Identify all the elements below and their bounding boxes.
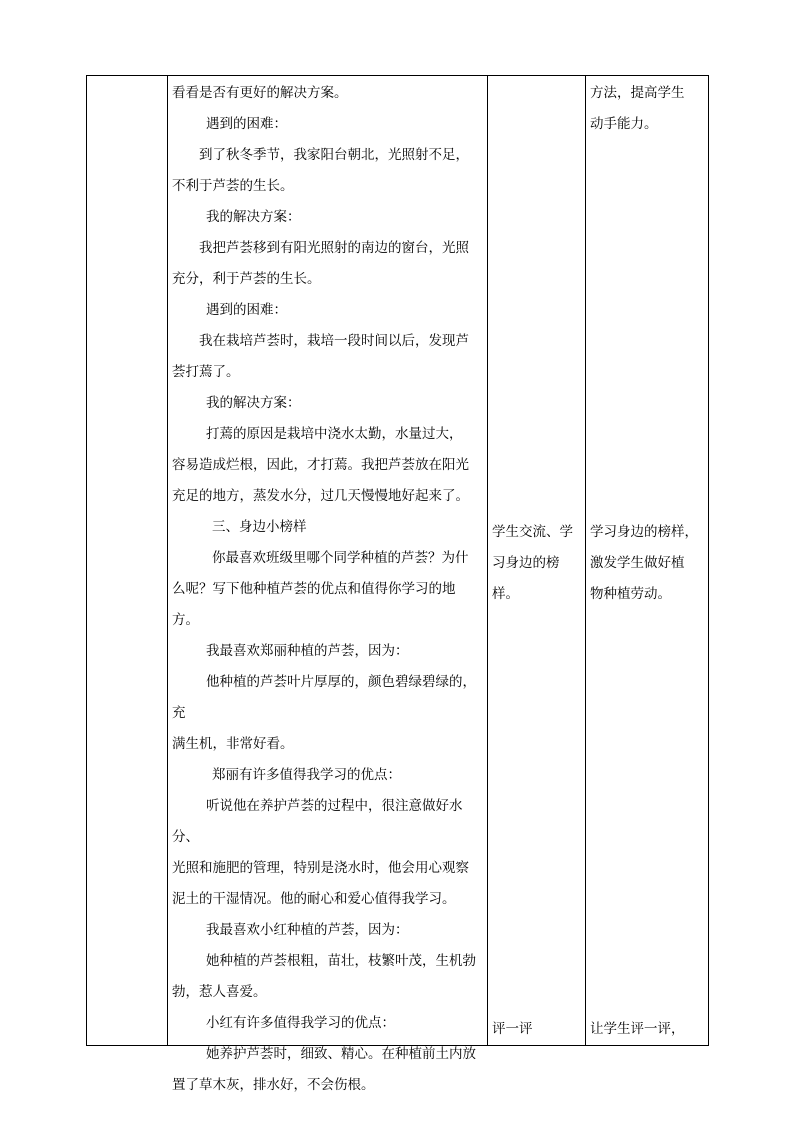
text-line: 勃，惹人喜爱。 [172,984,267,1000]
text-line: 容易造成烂根，因此，才打蔫。我把芦荟放在阳光 [172,457,469,473]
text-line: 三、身边小榜样 [212,519,307,535]
text-line: 郑丽有许多值得我学习的优点： [212,767,401,783]
design-intent-evaluate: 让学生评一评， [590,1021,685,1037]
text-line: 我最喜欢郑丽种植的芦荟，因为： [206,643,409,659]
text-line: 么呢？写下他种植芦荟的优点和值得你学习的地 [172,581,456,597]
text-line: 我在栽培芦荟时，栽培一段时间以后，发现芦 [199,333,469,349]
text-line: 不利于芦荟的生长。 [172,178,294,194]
design-intent-method: 方法，提高学生 动手能力。 [590,85,685,132]
lesson-plan-table [86,75,709,1093]
text-line: 她养护芦荟时，细致、精心。在种植前土内放 [206,1046,476,1062]
student-activity-evaluate: 评一评 [492,1021,533,1037]
text-line: 满生机，非常好看。 [172,736,294,752]
text-line: 到了秋冬季节，我家阳台朝北，光照射不足， [199,147,469,163]
student-activity-exchange: 学生交流、学 习身边的榜样。 [492,524,573,602]
text-line: 遇到的困难： [206,302,287,318]
text-line: 泥土的干湿情况。他的耐心和爱心值得我学习。 [172,891,456,907]
text-line: 充分，利于芦荟的生长。 [172,271,321,287]
text-line: 看看是否有更好的解决方案。 [172,85,348,101]
text-line: 听说他在养护芦荟的过程中，很注意做好水分、 [172,798,463,845]
text-line: 荟打蔫了。 [172,364,240,380]
text-line: 方。 [172,612,199,628]
text-line: 我的解决方案： [206,395,301,411]
text-line: 他种植的芦荟叶片厚厚的，颜色碧绿碧绿的，充 [172,674,476,721]
text-line: 你最喜欢班级里哪个同学种植的芦荟？为什 [212,550,469,566]
text-line: 小红有许多值得我学习的优点： [206,1015,395,1031]
text-line: 我把芦荟移到有阳光照射的南边的窗台，光照 [199,240,469,256]
text-line: 我最喜欢小红种植的芦荟，因为： [206,922,409,938]
design-intent-role-model: 学习身边的榜样， 激发学生做好植 物种植劳动。 [590,524,698,602]
student-activity-cell [488,76,586,1046]
teaching-process-text [168,76,487,1093]
text-line: 我的解决方案： [206,209,301,225]
text-line: 打蔫的原因是栽培中浇水太勤，水量过大， [206,426,463,442]
teaching-process-cell [168,76,488,1093]
table-row [87,76,709,1046]
text-line: 置了草木灰，排水好，不会伤根。 [172,1077,375,1093]
text-line: 充足的地方，蒸发水分，过几天慢慢地好起来了。 [172,488,469,504]
text-line: 她种植的芦荟根粗，苗壮，枝繁叶茂，生机勃 [206,953,476,969]
design-intent-cell [586,76,709,1046]
text-line: 遇到的困难： [206,116,287,132]
text-line: 光照和施肥的管理，特别是浇水时，他会用心观察 [172,860,469,876]
blank-column-cell [87,76,168,1046]
